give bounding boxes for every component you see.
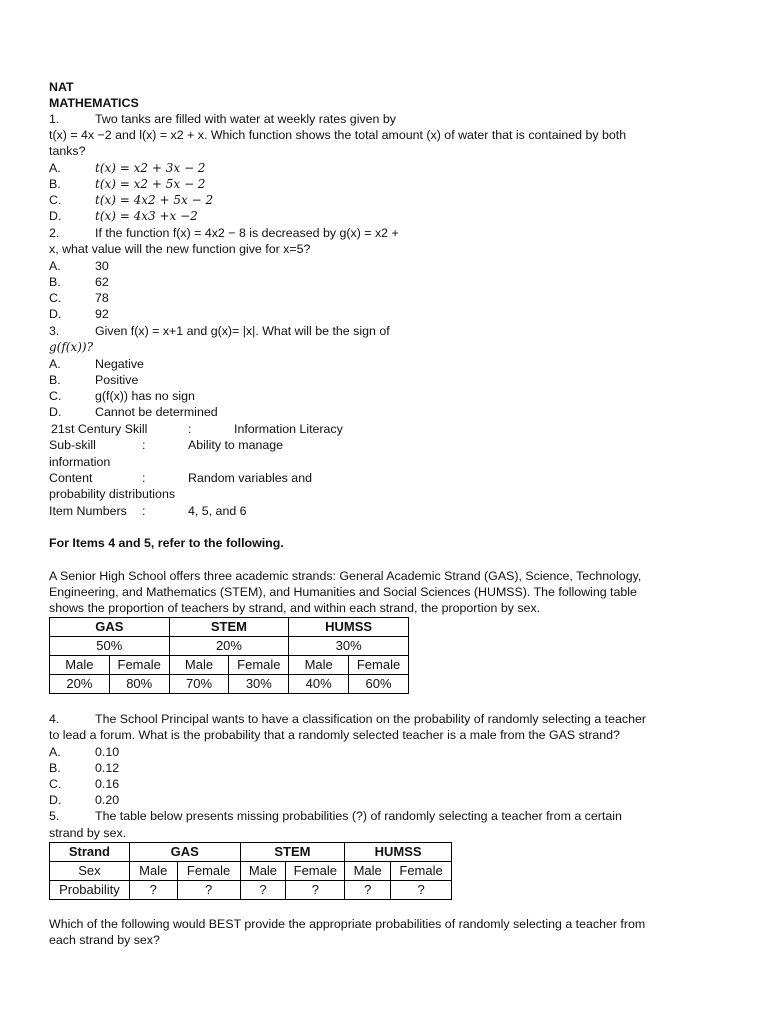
option-text: 78	[95, 291, 109, 305]
skill-label: 21st Century Skill	[51, 422, 148, 436]
option-text: Negative	[95, 357, 144, 371]
option-letter: B.	[49, 177, 61, 191]
followup-line: each strand by sex?	[49, 933, 160, 947]
option-text: 0.20	[95, 793, 120, 807]
option-text: 30	[95, 259, 109, 273]
colon: :	[142, 471, 146, 485]
q2-stem: If the function f(x) = 4x2 − 8 is decreased by g(x) = x2 +	[95, 226, 399, 240]
option-letter: C.	[49, 777, 62, 791]
sex-cell: Female	[109, 656, 169, 675]
value-cell: 30%	[229, 675, 289, 694]
q3-stem-cont: g(f(x))?	[49, 340, 94, 354]
sex-cell: Female	[349, 656, 409, 675]
sex-cell: Male	[240, 862, 286, 881]
option-text: t(x) = 4x2 + 5x − 2	[95, 193, 214, 207]
value-cell: 70%	[169, 675, 229, 694]
subject-title: MATHEMATICS	[49, 96, 139, 110]
option-text: t(x) = x2 + 3x − 2	[95, 161, 206, 175]
q4-number: 4.	[49, 712, 60, 726]
strand-proportion-table	[49, 617, 409, 694]
option-letter: C.	[49, 291, 62, 305]
q3-stem: Given f(x) = x+1 and g(x)= |x|. What will be the sign of	[95, 324, 390, 338]
probability-table	[49, 842, 452, 900]
items-label: Item Numbers	[49, 504, 127, 518]
option-text: 0.10	[95, 745, 120, 759]
q4-stem: The School Principal wants to have a classification on the probability of randomly selecting a teacher	[95, 712, 646, 726]
probability-cell: ?	[177, 881, 240, 900]
option-letter: C.	[49, 389, 62, 403]
option-letter: B.	[49, 761, 61, 775]
option-letter: D.	[49, 793, 62, 807]
sex-cell: Female	[391, 862, 452, 881]
content-value-cont: probability distributions	[49, 487, 176, 501]
option-letter: A.	[49, 161, 61, 175]
subskill-value: Ability to manage	[188, 438, 284, 452]
value-cell: 40%	[289, 675, 349, 694]
q4-stem-cont: to lead a forum. What is the probability that a randomly selected teacher is a male from the GAS strand?	[49, 728, 620, 742]
strand-proportion: 20%	[169, 637, 289, 656]
strand-label: Strand	[50, 843, 130, 862]
sex-cell: Female	[229, 656, 289, 675]
strand-proportion: 50%	[50, 637, 170, 656]
option-letter: C.	[49, 193, 62, 207]
option-letter: D.	[49, 405, 62, 419]
subskill-value-cont: information	[49, 455, 111, 469]
option-text: Cannot be determined	[95, 405, 218, 419]
exam-title: NAT	[49, 80, 74, 94]
value-cell: 60%	[349, 675, 409, 694]
strand-header: STEM	[240, 843, 345, 862]
sex-cell: Female	[286, 862, 345, 881]
option-letter: D.	[49, 307, 62, 321]
q2-number: 2.	[49, 226, 60, 240]
sex-cell: Male	[50, 656, 110, 675]
q1-stem-cont: tanks?	[49, 144, 86, 158]
sex-cell: Male	[289, 656, 349, 675]
option-text: Positive	[95, 373, 139, 387]
strand-header: GAS	[50, 618, 170, 637]
strand-header: STEM	[169, 618, 289, 637]
content-value: Random variables and	[188, 471, 312, 485]
option-letter: B.	[49, 373, 61, 387]
option-letter: A.	[49, 259, 61, 273]
option-text: 92	[95, 307, 109, 321]
sex-label: Sex	[50, 862, 130, 881]
q5-stem: The table below presents missing probabilities (?) of randomly selecting a teacher from a certain	[95, 809, 622, 823]
items-value: 4, 5, and 6	[188, 504, 247, 518]
q1-number: 1.	[49, 112, 60, 126]
q3-number: 3.	[49, 324, 60, 338]
q5-stem-cont: strand by sex.	[49, 826, 127, 840]
probability-cell: ?	[129, 881, 177, 900]
followup-line: Which of the following would BEST provide the appropriate probabilities of randomly selecting a teacher from	[49, 917, 646, 931]
q1-stem: Two tanks are filled with water at weekly rates given by	[95, 112, 396, 126]
option-letter: D.	[49, 209, 62, 223]
colon: :	[142, 504, 146, 518]
value-cell: 80%	[109, 675, 169, 694]
sex-cell: Male	[345, 862, 391, 881]
skill-value: Information Literacy	[234, 422, 343, 436]
strand-header: HUMSS	[345, 843, 452, 862]
value-cell: 20%	[50, 675, 110, 694]
option-letter: B.	[49, 275, 61, 289]
probability-label: Probability	[50, 881, 130, 900]
probability-cell: ?	[345, 881, 391, 900]
option-letter: A.	[49, 745, 61, 759]
instruction: For Items 4 and 5, refer to the following.	[49, 536, 284, 550]
sex-cell: Female	[177, 862, 240, 881]
q5-number: 5.	[49, 809, 60, 823]
q2-stem-cont: x, what value will the new function give for x=5?	[49, 242, 311, 256]
probability-cell: ?	[240, 881, 286, 900]
probability-cell: ?	[286, 881, 345, 900]
passage-line: shows the proportion of teachers by strand, and within each strand, the proportion by sex.	[49, 601, 541, 615]
content-label: Content	[49, 471, 93, 485]
strand-header: GAS	[129, 843, 240, 862]
sex-cell: Male	[129, 862, 177, 881]
sex-cell: Male	[169, 656, 229, 675]
option-text: t(x) = x2 + 5x − 2	[95, 177, 206, 191]
subskill-label: Sub-skill	[49, 438, 96, 452]
probability-cell: ?	[391, 881, 452, 900]
option-text: 0.16	[95, 777, 120, 791]
strand-header: HUMSS	[289, 618, 409, 637]
q1-stem-cont: t(x) = 4x −2 and l(x) = x2 + x. Which function shows the total amount (x) of water that is contained by both	[49, 128, 627, 142]
option-text: 0.12	[95, 761, 120, 775]
passage-line: Engineering, and Mathematics (STEM), and Humanities and Social Sciences (HUMSS). The following table	[49, 585, 637, 599]
option-text: 62	[95, 275, 109, 289]
passage-line: A Senior High School offers three academic strands: General Academic Strand (GAS), Science, Technology,	[49, 569, 642, 583]
option-text: t(x) = 4x3 +x −2	[95, 209, 198, 223]
colon: :	[142, 438, 146, 452]
strand-proportion: 30%	[289, 637, 409, 656]
option-letter: A.	[49, 357, 61, 371]
colon: :	[188, 422, 192, 436]
option-text: g(f(x)) has no sign	[95, 389, 195, 403]
